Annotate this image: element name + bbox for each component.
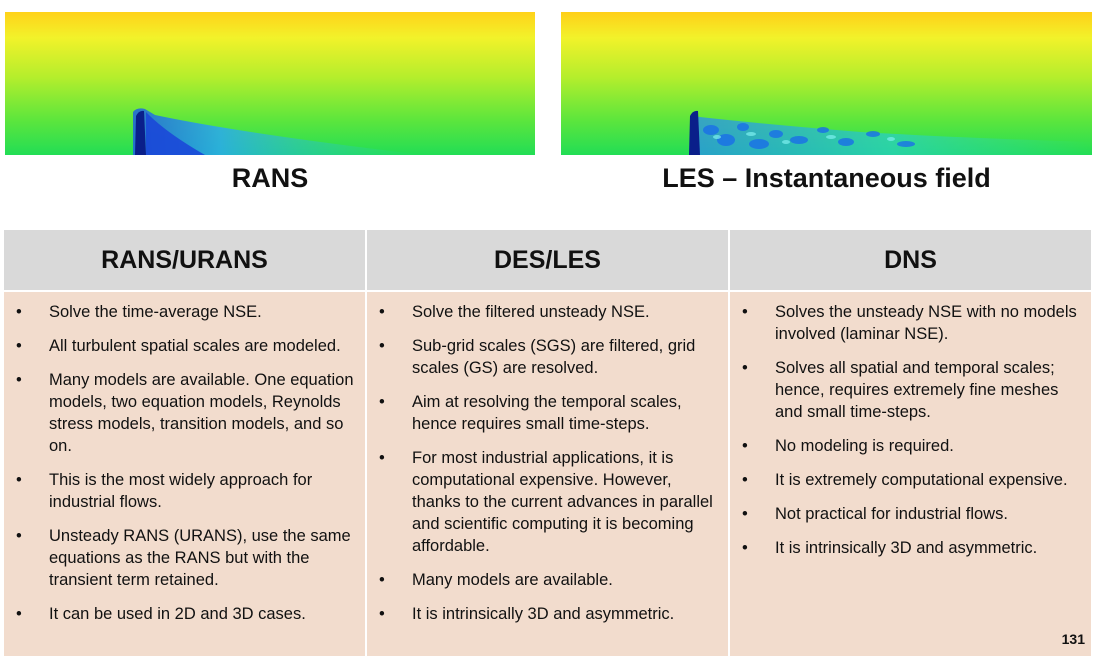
list-item — [12, 603, 355, 625]
bullet-icon: • — [379, 449, 385, 467]
list-item — [738, 469, 1081, 491]
list-item-text: Sub-grid scales (SGS) are filtered, grid scales (GS) are resolved. — [412, 337, 696, 377]
les-caption: LES – Instantaneous field — [662, 163, 991, 193]
list-item-text: Many models are available. — [412, 571, 613, 589]
les-flow-image — [561, 12, 1092, 155]
list-item — [12, 369, 355, 457]
list-item-text: It is intrinsically 3D and asymmetric. — [412, 605, 675, 623]
bullet-list — [738, 301, 1081, 559]
column-body — [367, 292, 728, 656]
list-item-text: This is the most widely approach for industrial flows. — [49, 471, 313, 511]
list-item-text: Solve the filtered unsteady NSE. — [412, 303, 650, 321]
column-header: DNS — [730, 230, 1091, 292]
list-item — [375, 335, 718, 379]
bullet-list — [375, 301, 718, 625]
column-des-les — [367, 230, 730, 656]
list-item-text: It is extremely computational expensive. — [775, 471, 1068, 489]
bullet-icon: • — [16, 471, 22, 489]
list-item-text: Many models are available. One equation models, two equation models, Reynolds stress models, transition models, and so on. — [49, 371, 354, 455]
bullet-icon: • — [16, 605, 22, 623]
list-item — [375, 301, 718, 323]
bullet-icon: • — [742, 539, 748, 557]
list-item-text: It is intrinsically 3D and asymmetric. — [775, 539, 1038, 557]
bullet-icon: • — [379, 393, 385, 411]
list-item-text: Not practical for industrial flows. — [775, 505, 1008, 523]
list-item-text: It can be used in 2D and 3D cases. — [49, 605, 306, 623]
list-item-text: For most industrial applications, it is computational expensive. However, thanks to the current advances in parallel and scientific computing it is becoming affordable. — [412, 449, 713, 555]
column-body — [4, 292, 365, 656]
comparison-table — [4, 230, 1091, 656]
bullet-icon: • — [379, 303, 385, 321]
bullet-icon: • — [16, 303, 22, 321]
list-item — [12, 525, 355, 591]
list-item-text: All turbulent spatial scales are modeled. — [49, 337, 341, 355]
rans-caption: RANS — [231, 163, 309, 193]
bullet-icon: • — [742, 505, 748, 523]
list-item-text: Unsteady RANS (URANS), use the same equations as the RANS but with the transient term retained. — [49, 527, 351, 589]
bullet-icon: • — [742, 437, 748, 455]
bullet-icon: • — [379, 337, 385, 355]
list-item — [375, 447, 718, 557]
list-item-text: Solves all spatial and temporal scales; hence, requires extremely fine meshes and small time-steps. — [775, 359, 1059, 421]
column-body — [730, 292, 1091, 656]
column-header: RANS/URANS — [4, 230, 365, 292]
column-rans-urans — [4, 230, 367, 656]
list-item — [12, 301, 355, 323]
bullet-icon: • — [742, 303, 748, 321]
slide-number: 131 — [1061, 631, 1085, 647]
list-item-text: Solves the unsteady NSE with no models involved (laminar NSE). — [775, 303, 1077, 343]
list-item — [738, 503, 1081, 525]
list-item-text: Aim at resolving the temporal scales, hence requires small time-steps. — [412, 393, 682, 433]
list-item — [375, 391, 718, 435]
bullet-icon: • — [16, 337, 22, 355]
list-item — [738, 301, 1081, 345]
list-item-text: Solve the time-average NSE. — [49, 303, 262, 321]
bullet-icon: • — [742, 471, 748, 489]
bullet-icon: • — [742, 359, 748, 377]
column-dns — [730, 230, 1091, 656]
list-item — [738, 537, 1081, 559]
bullet-icon: • — [16, 527, 22, 545]
list-item — [12, 469, 355, 513]
bullet-icon: • — [379, 605, 385, 623]
bullet-icon: • — [379, 571, 385, 589]
list-item — [738, 357, 1081, 423]
bullet-list — [12, 301, 355, 625]
rans-flow-image — [5, 12, 535, 155]
list-item-text: No modeling is required. — [775, 437, 954, 455]
bullet-icon: • — [16, 371, 22, 389]
list-item — [375, 603, 718, 625]
column-header: DES/LES — [367, 230, 728, 292]
list-item — [375, 569, 718, 591]
list-item — [12, 335, 355, 357]
list-item — [738, 435, 1081, 457]
